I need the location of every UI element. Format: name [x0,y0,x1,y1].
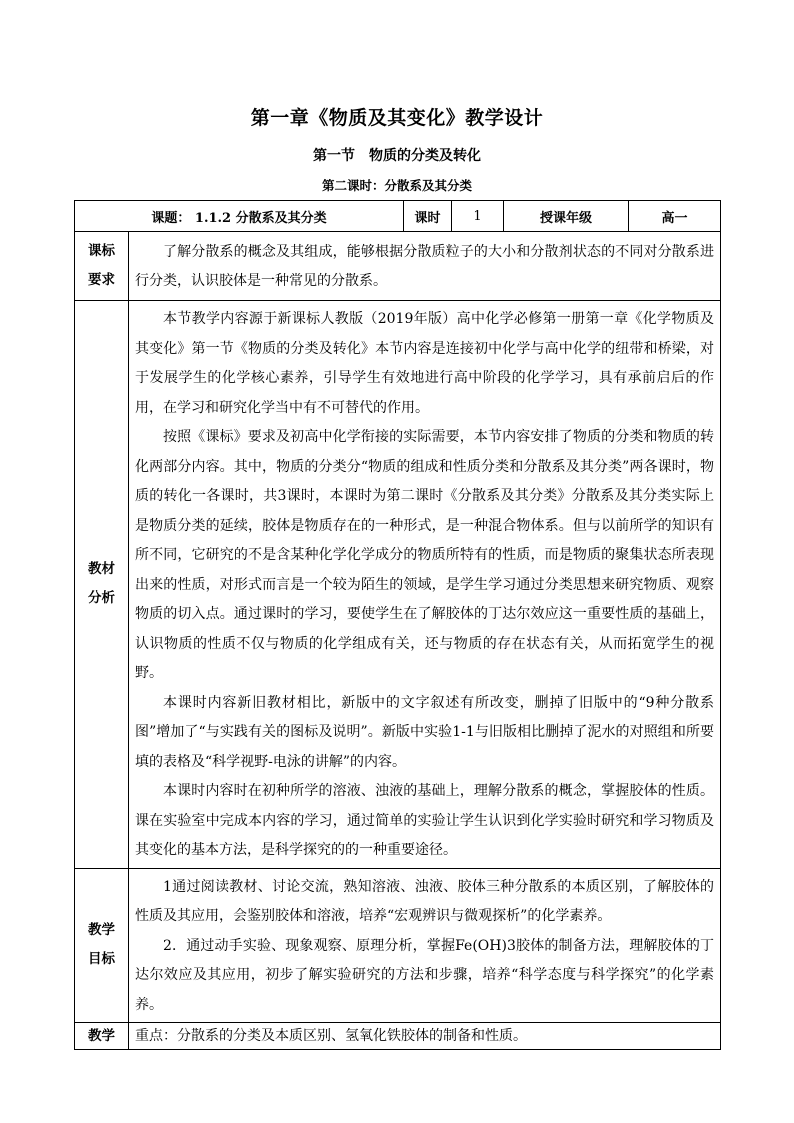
analysis-paragraph: 按照《课标》要求及初高中化学衔接的实际需要，本节内容安排了物质的分类和物质的转化两部分内容。其中，物质的分类分“物质的组成和性质分类和分散系及其分类”两各课时，物质的转化一各课时，共3课时，本课时为第二课时《分散系及其分类》分散系及其分类实际上是物质分类的延续，胶体是物质存在的一种形式，是一种混合物体系。但与以前所学的知识有所不同，它研究的不是含某种化学化学成分的物质所特有的性质，而是物质的聚集状态所表现出来的性质，对形式而言是一个较为陌生的领域，是学生学习通过分类思想来研究物质、观察物质的切入点。通过课时的学习，要使学生在了解胶体的丁达尔效应这一重要性质的基础上，认识物质的性质不仅与物质的化学组成有关，还与物质的存在状态有关，从而拓宽学生的视野。 [135,429,714,681]
header-row [75,201,721,232]
key-points-text: 重点：分散系的分类及本质区别、氢氧化铁胶体的制备和性质。 [129,1023,721,1050]
key-points-label: 教学 [75,1023,129,1050]
lesson-plan-table [74,200,721,1050]
requirements-content [129,232,721,301]
section-title: 物质的分类及转化 [369,148,481,164]
section-heading [0,145,794,165]
requirements-label-line1: 课标 [88,243,115,259]
analysis-row [75,301,721,869]
period-value: 1 [452,201,504,232]
key-points-row [75,1023,721,1050]
requirements-label-line2: 要求 [88,272,115,288]
requirements-label [75,232,129,301]
requirements-row [75,232,721,301]
requirements-text: 了解分散系的概念及其组成，能够根据分散质粒子的大小和分散剂状态的不同对分散系进行分类，认识胶体是一种常见的分散系。 [135,243,714,289]
document-title: 第一章《物质及其变化》教学设计 [250,107,544,129]
lesson-heading: 第二课时：分散系及其分类 [321,178,472,193]
topic-cell: 课题： 1.1.2 分散系及其分类 [75,201,404,232]
goals-paragraph: 1通过阅读教材、讨论交流，熟知溶液、浊液、胶体三种分散系的本质区别，了解胶体的性质及其应用，会鉴别胶体和溶液，培养“宏观辨识与微观探析”的化学素养。 [135,878,714,924]
analysis-paragraph: 本课时内容时在初种所学的溶液、浊液的基础上，理解分散系的概念，掌握胶体的性质。课在实验室中完成本内容的学习，通过简单的实验让学生认识到化学实验时研究和学习物质及其变化的基本方法，是科学探究的的一种重要途径。 [135,783,714,858]
section-number: 第一节 [313,148,355,164]
period-label: 课时 [404,201,452,232]
analysis-label [75,301,129,869]
goals-label-line2: 目标 [88,951,115,968]
analysis-paragraph: 本节教学内容源于新课标人教版（2019年版）高中化学必修第一册第一章《化学物质及其变化》第一节《物质的分类及转化》本节内容是连接初中化学与高中化学的纽带和桥梁，对于发展学生的化学核心素养，引导学生有效地进行高中阶段的化学学习，具有承前启后的作用，在学习和研究化学当中有不可替代的作用。 [135,311,714,416]
analysis-content [129,301,721,869]
analysis-paragraph: 本课时内容新旧教材相比，新版中的文字叙述有所改变，删掉了旧版中的“9种分散系图”增加了“与实践有关的图标及说明”。新版中实验1-1与旧版相比删掉了泥水的对照组和所要填的表格及“科学视野-电泳的讲解”的内容。 [135,694,714,770]
grade-label: 授课年级 [504,201,629,232]
analysis-label-line1: 教材 [88,561,115,578]
goals-paragraph: 2．通过动手实验、现象观察、原理分析，掌握Fe(OH)3胶体的制备方法，理解胶体的丁达尔效应及其应用，初步了解实验研究的方法和步骤，培养“科学态度与科学探究”的化学素养。 [135,937,714,1013]
analysis-label-line2: 分析 [88,590,115,607]
goals-label-line1: 教学 [88,922,115,939]
goals-row [75,868,721,1023]
grade-value: 高一 [629,201,721,232]
goals-content [129,868,721,1023]
goals-label [75,868,129,1023]
